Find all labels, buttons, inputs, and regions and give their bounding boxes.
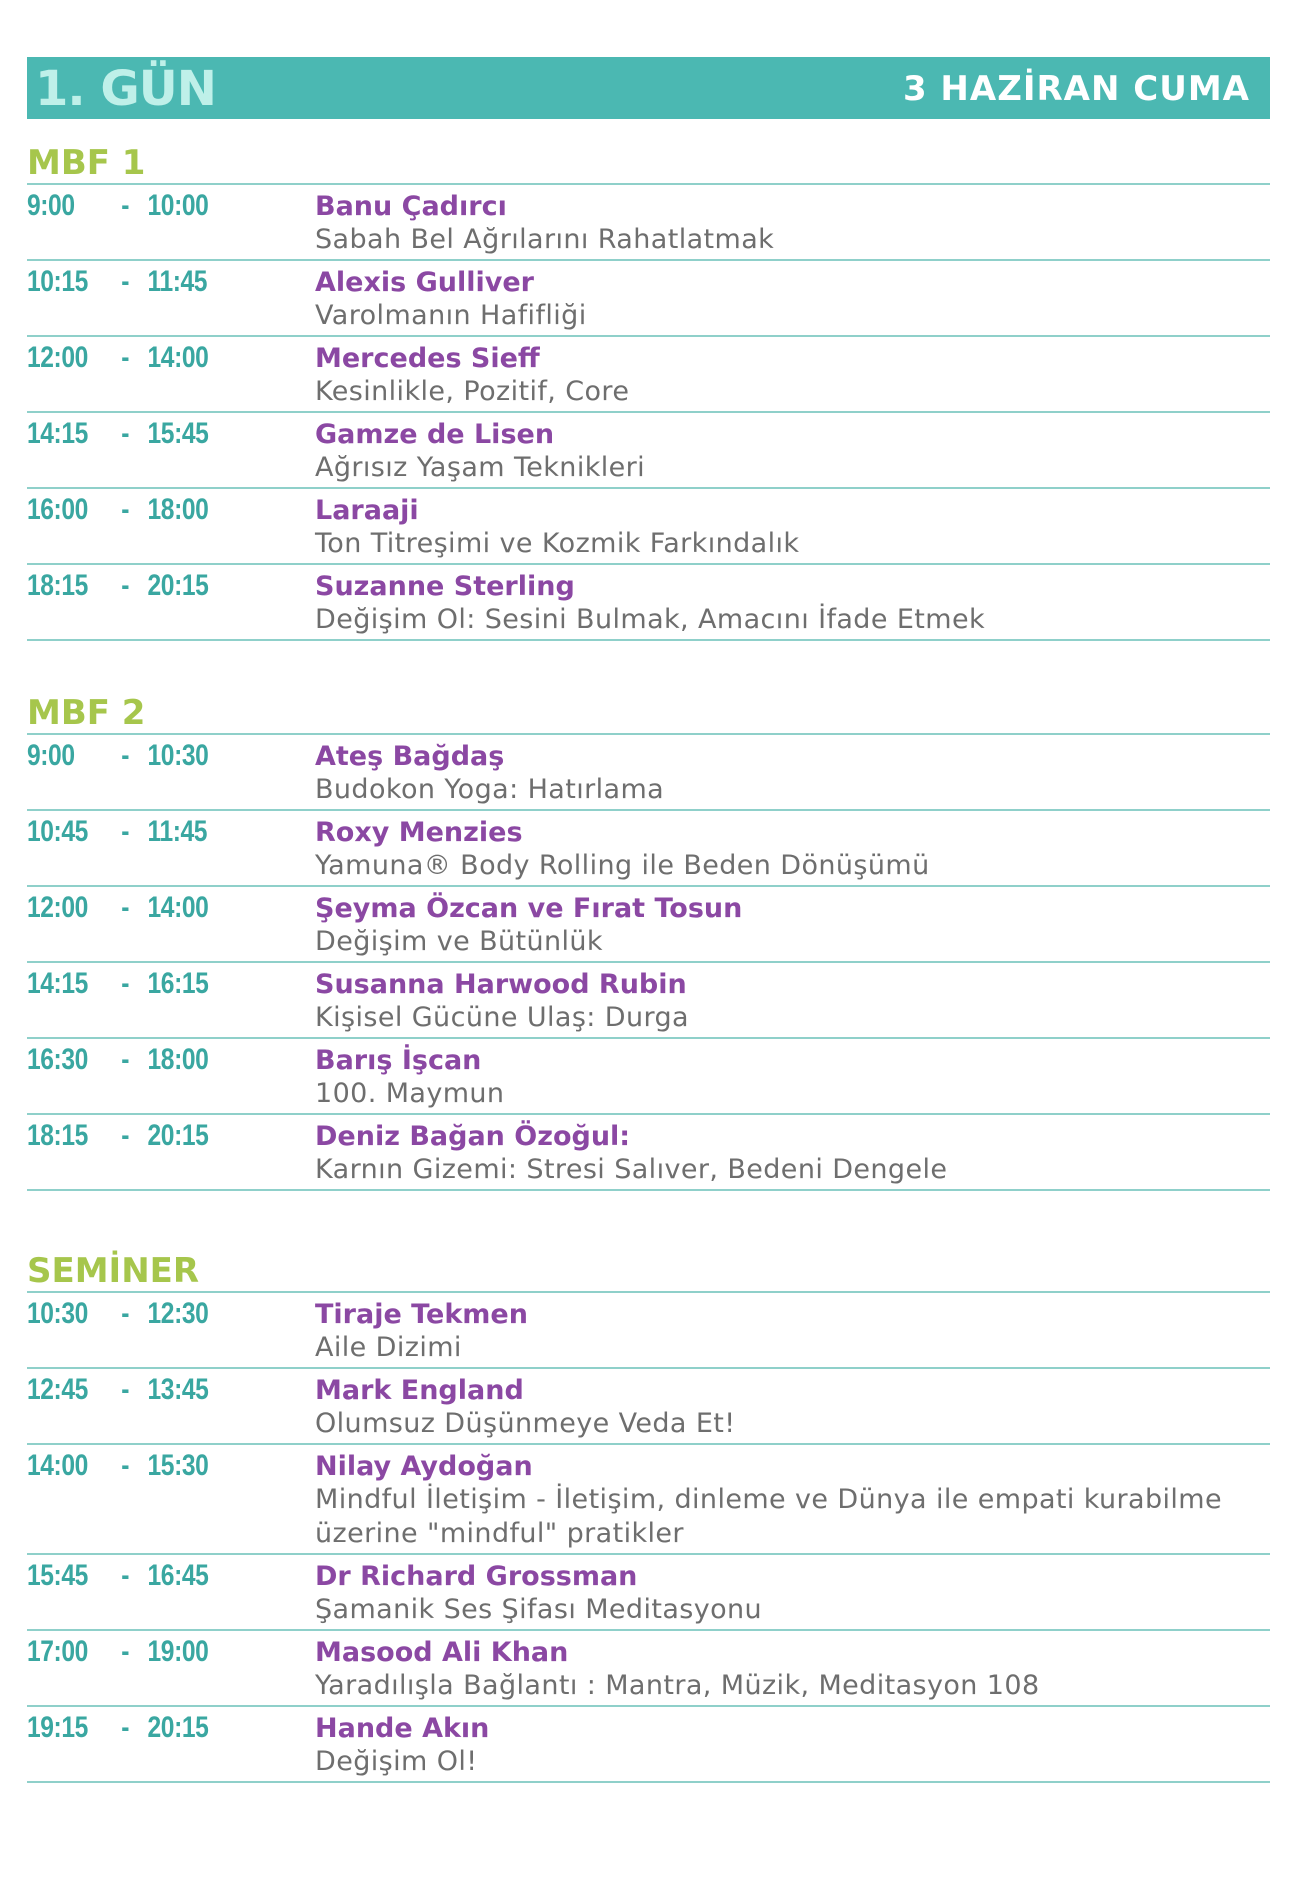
session-info — [315, 1039, 1270, 1113]
speaker-name: Hande Akın — [315, 1713, 490, 1744]
talk-title: Varolmanın Hafifliği — [315, 300, 587, 331]
session-row — [27, 185, 1270, 261]
speaker-name: Mark England — [315, 1375, 524, 1406]
start-time: 16:00 — [27, 493, 88, 526]
talk-title: Ton Titreşimi ve Kozmik Farkındalık — [315, 528, 800, 559]
start-time: 14:00 — [27, 1449, 88, 1482]
end-time: 20:15 — [147, 1119, 209, 1152]
session-info — [315, 1115, 1270, 1189]
time-separator: - — [121, 341, 130, 374]
end-time: 16:15 — [147, 967, 209, 1000]
start-time: 12:00 — [27, 891, 88, 924]
start-time: 9:00 — [27, 189, 75, 222]
speaker-name: Suzanne Sterling — [315, 571, 575, 602]
session-info — [315, 261, 1270, 335]
talk-title: Değişim ve Bütünlük — [315, 926, 603, 957]
session-time — [27, 1707, 263, 1781]
end-time: 20:15 — [147, 569, 209, 602]
start-time: 10:45 — [27, 815, 88, 848]
time-separator: - — [121, 569, 130, 602]
schedule-page — [27, 57, 1270, 1783]
session-info — [315, 1707, 1270, 1781]
end-time: 11:45 — [147, 815, 208, 848]
session-row — [27, 1555, 1270, 1631]
start-time: 12:45 — [27, 1373, 88, 1406]
section-title: SEMİNER — [27, 1251, 1270, 1293]
time-separator: - — [121, 189, 130, 222]
end-time: 13:45 — [147, 1373, 209, 1406]
talk-title: Kesinlikle, Pozitif, Core — [315, 376, 630, 407]
session-info — [315, 413, 1270, 487]
session-info — [315, 1445, 1270, 1553]
start-time: 18:15 — [27, 1119, 88, 1152]
time-separator: - — [121, 265, 130, 298]
schedule-section — [27, 693, 1270, 1191]
speaker-name: Susanna Harwood Rubin — [315, 969, 687, 1000]
speaker-name: Nilay Aydoğan — [315, 1451, 533, 1482]
session-row — [27, 887, 1270, 963]
session-info — [315, 337, 1270, 411]
session-info — [315, 887, 1270, 961]
time-separator: - — [121, 1373, 130, 1406]
speaker-name: Barış İşcan — [315, 1045, 482, 1076]
end-time: 18:00 — [147, 493, 209, 526]
session-time — [27, 811, 263, 885]
session-row — [27, 1115, 1270, 1191]
talk-title: Budokon Yoga: Hatırlama — [315, 774, 665, 805]
session-row — [27, 565, 1270, 641]
session-time — [27, 337, 263, 411]
session-time — [27, 963, 263, 1037]
session-row — [27, 811, 1270, 887]
day-date: 3 HAZİRAN CUMA — [902, 69, 1250, 109]
day-label: 1. GÜN — [35, 61, 216, 117]
session-row — [27, 1039, 1270, 1115]
session-time — [27, 261, 263, 335]
start-time: 17:00 — [27, 1635, 88, 1668]
talk-title: Yamuna® Body Rolling ile Beden Dönüşümü — [315, 850, 930, 881]
start-time: 18:15 — [27, 569, 88, 602]
speaker-name: Banu Çadırcı — [315, 191, 507, 222]
start-time: 9:00 — [27, 739, 75, 772]
time-separator: - — [121, 493, 130, 526]
speaker-name: Ateş Bağdaş — [315, 741, 505, 772]
speaker-name: Mercedes Sieff — [315, 343, 540, 374]
time-separator: - — [121, 1635, 130, 1668]
time-separator: - — [121, 891, 130, 924]
end-time: 15:45 — [147, 417, 209, 450]
speaker-name: Roxy Menzies — [315, 817, 523, 848]
talk-title: 100. Maymun — [315, 1078, 505, 1109]
session-info — [315, 1369, 1270, 1443]
start-time: 19:15 — [27, 1711, 88, 1744]
talk-title: Yaradılışla Bağlantı : Mantra, Müzik, Meditasyon 108 — [315, 1670, 1040, 1701]
talk-title: Değişim Ol: Sesini Bulmak, Amacını İfade Etmek — [315, 604, 986, 635]
speaker-name: Dr Richard Grossman — [315, 1561, 638, 1592]
session-time — [27, 887, 263, 961]
session-row — [27, 337, 1270, 413]
start-time: 10:15 — [27, 265, 88, 298]
session-time — [27, 1039, 263, 1113]
time-separator: - — [121, 1119, 130, 1152]
time-separator: - — [121, 739, 130, 772]
talk-title: Olumsuz Düşünmeye Veda Et! — [315, 1408, 736, 1439]
section-title: MBF 2 — [27, 693, 1270, 735]
session-info — [315, 735, 1270, 809]
end-time: 15:30 — [147, 1449, 209, 1482]
talk-title: Aile Dizimi — [315, 1332, 462, 1363]
speaker-name: Gamze de Lisen — [315, 419, 555, 450]
session-row — [27, 1293, 1270, 1369]
speaker-name: Tiraje Tekmen — [315, 1299, 528, 1330]
start-time: 16:30 — [27, 1043, 88, 1076]
session-info — [315, 963, 1270, 1037]
speaker-name: Alexis Gulliver — [315, 267, 534, 298]
start-time: 12:00 — [27, 341, 88, 374]
end-time: 20:15 — [147, 1711, 209, 1744]
session-time — [27, 1555, 263, 1629]
speaker-name: Deniz Bağan Özoğul: — [315, 1121, 631, 1152]
session-row — [27, 1445, 1270, 1555]
start-time: 14:15 — [27, 417, 88, 450]
session-info — [315, 1293, 1270, 1367]
talk-title: Ağrısız Yaşam Teknikleri — [315, 452, 646, 483]
time-separator: - — [121, 1297, 130, 1330]
session-time — [27, 489, 263, 563]
session-info — [315, 185, 1270, 259]
end-time: 14:00 — [147, 341, 209, 374]
time-separator: - — [121, 417, 130, 450]
session-time — [27, 413, 263, 487]
session-info — [315, 811, 1270, 885]
start-time: 14:15 — [27, 967, 88, 1000]
session-time — [27, 1445, 263, 1553]
session-time — [27, 185, 263, 259]
session-row — [27, 489, 1270, 565]
session-info — [315, 565, 1270, 639]
schedule-section — [27, 1251, 1270, 1783]
talk-title: Mindful İletişim - İletişim, dinleme ve Dünya ile empati kurabilme üzerine "mindful" pratikler — [315, 1484, 1223, 1549]
sections-container — [27, 143, 1270, 1783]
session-time — [27, 565, 263, 639]
session-row — [27, 963, 1270, 1039]
end-time: 10:30 — [147, 739, 209, 772]
session-row — [27, 735, 1270, 811]
session-info — [315, 489, 1270, 563]
session-row — [27, 1631, 1270, 1707]
end-time: 10:00 — [147, 189, 209, 222]
end-time: 19:00 — [147, 1635, 209, 1668]
end-time: 12:30 — [147, 1297, 209, 1330]
session-time — [27, 1631, 263, 1705]
session-info — [315, 1631, 1270, 1705]
talk-title: Sabah Bel Ağrılarını Rahatlatmak — [315, 224, 775, 255]
session-info — [315, 1555, 1270, 1629]
time-separator: - — [121, 1043, 130, 1076]
time-separator: - — [121, 1559, 130, 1592]
time-separator: - — [121, 1449, 130, 1482]
session-time — [27, 1293, 263, 1367]
session-time — [27, 735, 263, 809]
session-row — [27, 413, 1270, 489]
talk-title: Değişim Ol! — [315, 1746, 478, 1777]
session-row — [27, 1369, 1270, 1445]
time-separator: - — [121, 815, 130, 848]
start-time: 10:30 — [27, 1297, 88, 1330]
talk-title: Şamanik Ses Şifası Meditasyonu — [315, 1594, 763, 1625]
session-time — [27, 1115, 263, 1189]
end-time: 18:00 — [147, 1043, 209, 1076]
speaker-name: Şeyma Özcan ve Fırat Tosun — [315, 893, 743, 924]
end-time: 14:00 — [147, 891, 209, 924]
time-separator: - — [121, 967, 130, 1000]
session-row — [27, 1707, 1270, 1783]
start-time: 15:45 — [27, 1559, 88, 1592]
section-title: MBF 1 — [27, 143, 1270, 185]
session-row — [27, 261, 1270, 337]
time-separator: - — [121, 1711, 130, 1744]
day-banner — [27, 57, 1270, 119]
schedule-section — [27, 143, 1270, 641]
end-time: 11:45 — [147, 265, 208, 298]
speaker-name: Masood Ali Khan — [315, 1637, 569, 1668]
speaker-name: Laraaji — [315, 495, 419, 526]
session-time — [27, 1369, 263, 1443]
talk-title: Kişisel Gücüne Ulaş: Durga — [315, 1002, 690, 1033]
end-time: 16:45 — [147, 1559, 209, 1592]
talk-title: Karnın Gizemi: Stresi Salıver, Bedeni Dengele — [315, 1154, 948, 1185]
